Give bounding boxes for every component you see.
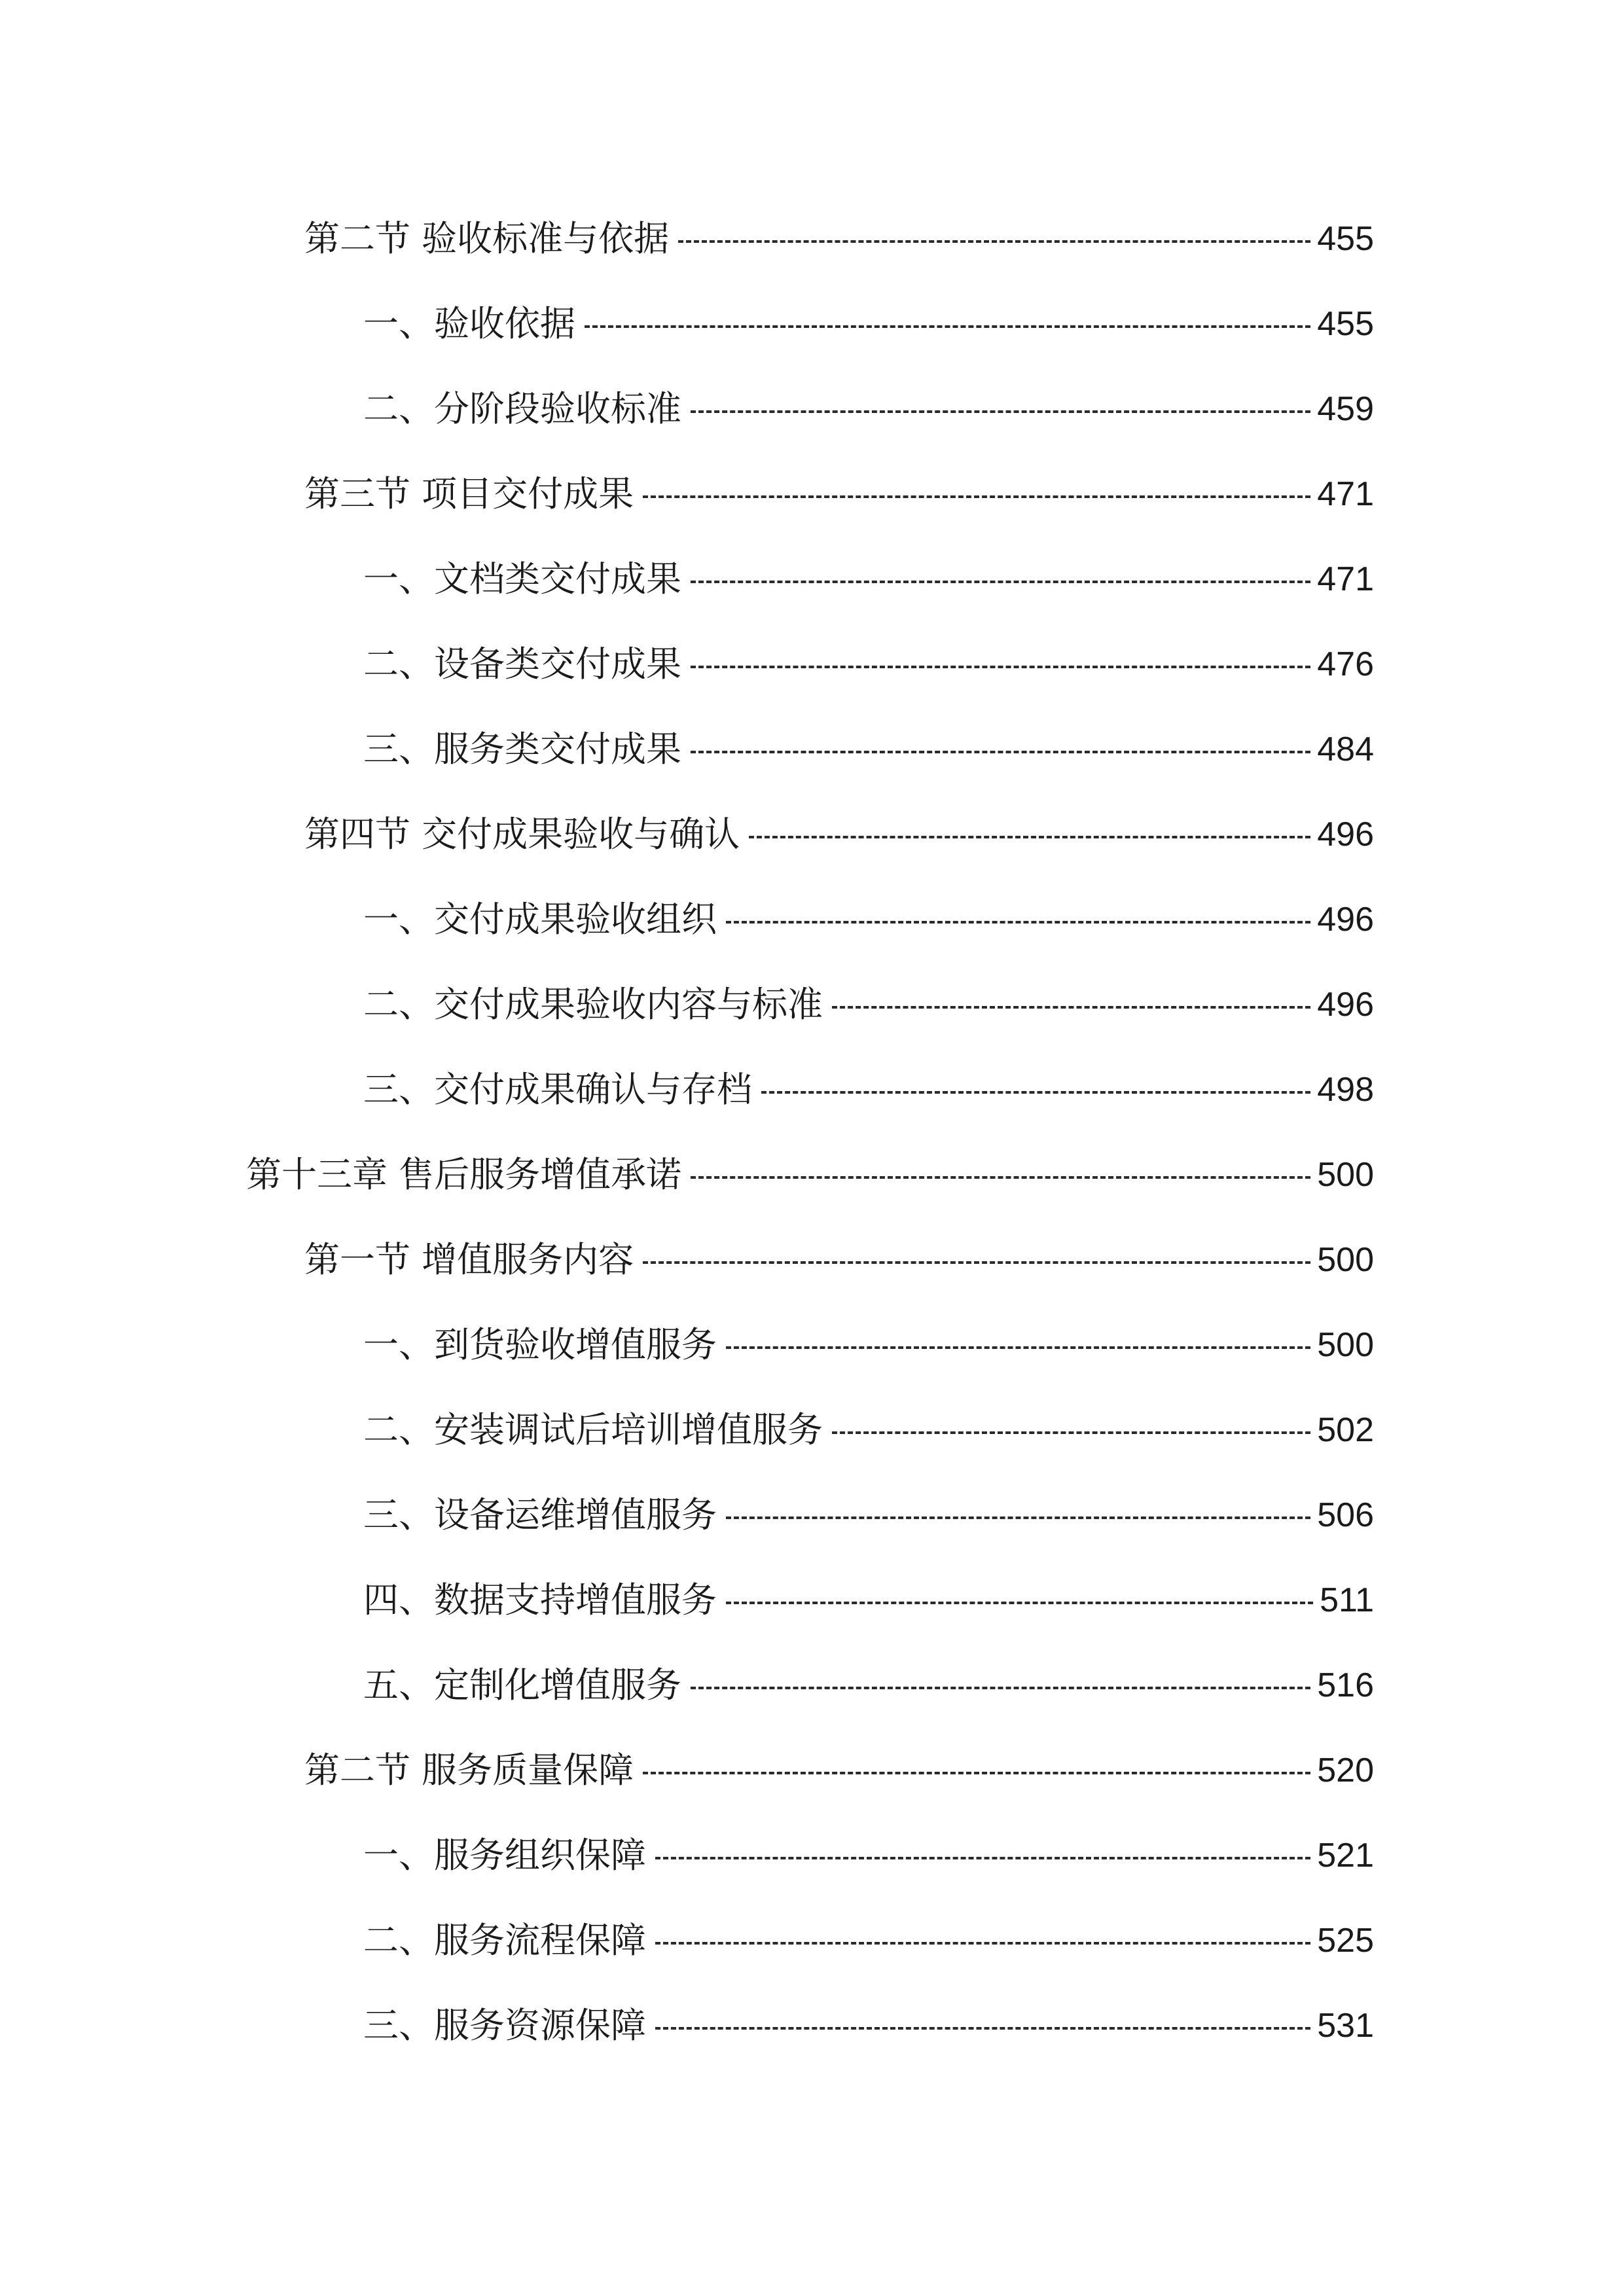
toc-entry-page-number: 520 [1317,1751,1374,1789]
toc-entry-title: 五、定制化增值服务 [363,1664,681,1706]
toc-dot-leader [691,581,1310,583]
toc-dot-leader [691,1687,1310,1689]
toc-dot-leader [726,921,1310,924]
toc-entry-page-number: 476 [1317,645,1374,683]
toc-entry-section[interactable] [304,1230,1374,1289]
toc-entry-page-number: 500 [1317,1326,1374,1364]
toc-entry-title: 第十三章 售后服务增值承诺 [246,1154,682,1195]
toc-dot-leader [655,2027,1310,2030]
toc-entry-page-number: 496 [1317,816,1374,853]
toc-dot-leader [678,240,1310,243]
toc-dot-leader [761,1091,1310,1094]
toc-dot-leader [691,666,1310,668]
toc-entry-subsection[interactable] [363,635,1374,694]
toc-entry-chapter[interactable] [246,1145,1374,1204]
toc-entry-page-number: 471 [1317,560,1374,598]
toc-entry-title: 一、文档类交付成果 [363,558,681,600]
toc-entry-title: 三、交付成果确认与存档 [363,1069,752,1110]
toc-entry-page-number: 459 [1317,390,1374,428]
toc-entry-title: 三、服务类交付成果 [363,728,681,770]
toc-entry-title: 第一节 增值服务内容 [304,1239,634,1280]
toc-dot-leader [691,410,1310,413]
toc-entry-title: 第四节 交付成果验收与确认 [304,814,740,855]
toc-entry-page-number: 484 [1317,730,1374,768]
toc-entry-page-number: 455 [1317,220,1374,258]
toc-entry-title: 三、设备运维增值服务 [363,1494,717,1535]
toc-entry-title: 第二节 服务质量保障 [304,1749,634,1791]
toc-entry-page-number: 500 [1317,1156,1374,1194]
toc-dot-leader [655,1857,1310,1859]
toc-entry-title: 三、服务资源保障 [363,2005,646,2046]
toc-entry-page-number: 521 [1317,1837,1374,1874]
toc-entry-page-number: 502 [1317,1411,1374,1449]
toc-entry-page-number: 516 [1317,1666,1374,1704]
toc-entry-section[interactable] [304,1741,1374,1800]
toc-entry-subsection[interactable] [363,720,1374,779]
toc-entry-title: 一、交付成果验收组织 [363,899,717,940]
toc-entry-title: 第三节 项目交付成果 [304,473,634,514]
toc-dot-leader [691,1176,1310,1179]
toc-entry-subsection[interactable] [363,975,1374,1034]
toc-entry-subsection[interactable] [363,380,1374,439]
toc-entry-subsection[interactable] [363,1826,1374,1885]
toc-entry-title: 二、设备类交付成果 [363,643,681,685]
toc-entry-title: 一、验收依据 [363,303,575,344]
toc-entry-subsection[interactable] [363,1911,1374,1970]
toc-dot-leader [726,1602,1313,1604]
toc-dot-leader [832,1431,1310,1434]
toc-entry-page-number: 496 [1317,986,1374,1024]
toc-dot-leader [749,836,1310,838]
toc-dot-leader [655,1942,1310,1945]
toc-dot-leader [643,495,1310,498]
toc-entry-title: 二、交付成果验收内容与标准 [363,984,823,1025]
toc-entry-subsection[interactable] [363,1996,1374,2055]
toc-entry-page-number: 531 [1317,2007,1374,2045]
toc-entry-title: 第二节 验收标准与依据 [304,218,670,259]
toc-entry-title: 二、分阶段验收标准 [363,388,681,429]
toc-entry-section[interactable] [304,209,1374,268]
toc-entry-title: 二、服务流程保障 [363,1920,646,1961]
toc-entry-subsection[interactable] [363,1656,1374,1715]
toc-entry-page-number: 498 [1317,1071,1374,1109]
toc-entry-title: 一、到货验收增值服务 [363,1324,717,1365]
toc-entry-page-number: 511 [1320,1581,1374,1619]
toc-entry-section[interactable] [304,465,1374,524]
toc-entry-title: 二、安装调试后培训增值服务 [363,1409,823,1450]
toc-entry-section[interactable] [304,805,1374,864]
toc-entry-title: 一、服务组织保障 [363,1835,646,1876]
toc-entry-subsection[interactable] [363,1316,1374,1374]
toc-entry-subsection[interactable] [363,1060,1374,1119]
toc-entry-subsection[interactable] [363,1486,1374,1545]
toc-entry-title: 四、数据支持增值服务 [363,1579,717,1621]
toc-entry-page-number: 455 [1317,305,1374,343]
toc-entry-page-number: 471 [1317,475,1374,513]
toc-entry-page-number: 506 [1317,1496,1374,1534]
toc-entry-page-number: 496 [1317,901,1374,939]
toc-dot-leader [643,1772,1310,1774]
toc-entry-page-number: 500 [1317,1241,1374,1279]
toc-entry-subsection[interactable] [363,1401,1374,1460]
toc-entry-subsection[interactable] [363,890,1374,949]
toc-entry-page-number: 525 [1317,1922,1374,1960]
toc-dot-leader [585,325,1310,328]
toc-dot-leader [726,1516,1310,1519]
toc-dot-leader [832,1006,1310,1009]
toc-dot-leader [726,1346,1310,1349]
toc-entry-subsection[interactable] [363,295,1374,353]
toc-dot-leader [691,751,1310,753]
toc-entry-subsection[interactable] [363,550,1374,609]
toc-dot-leader [643,1261,1310,1264]
toc-entry-subsection[interactable] [363,1571,1374,1630]
